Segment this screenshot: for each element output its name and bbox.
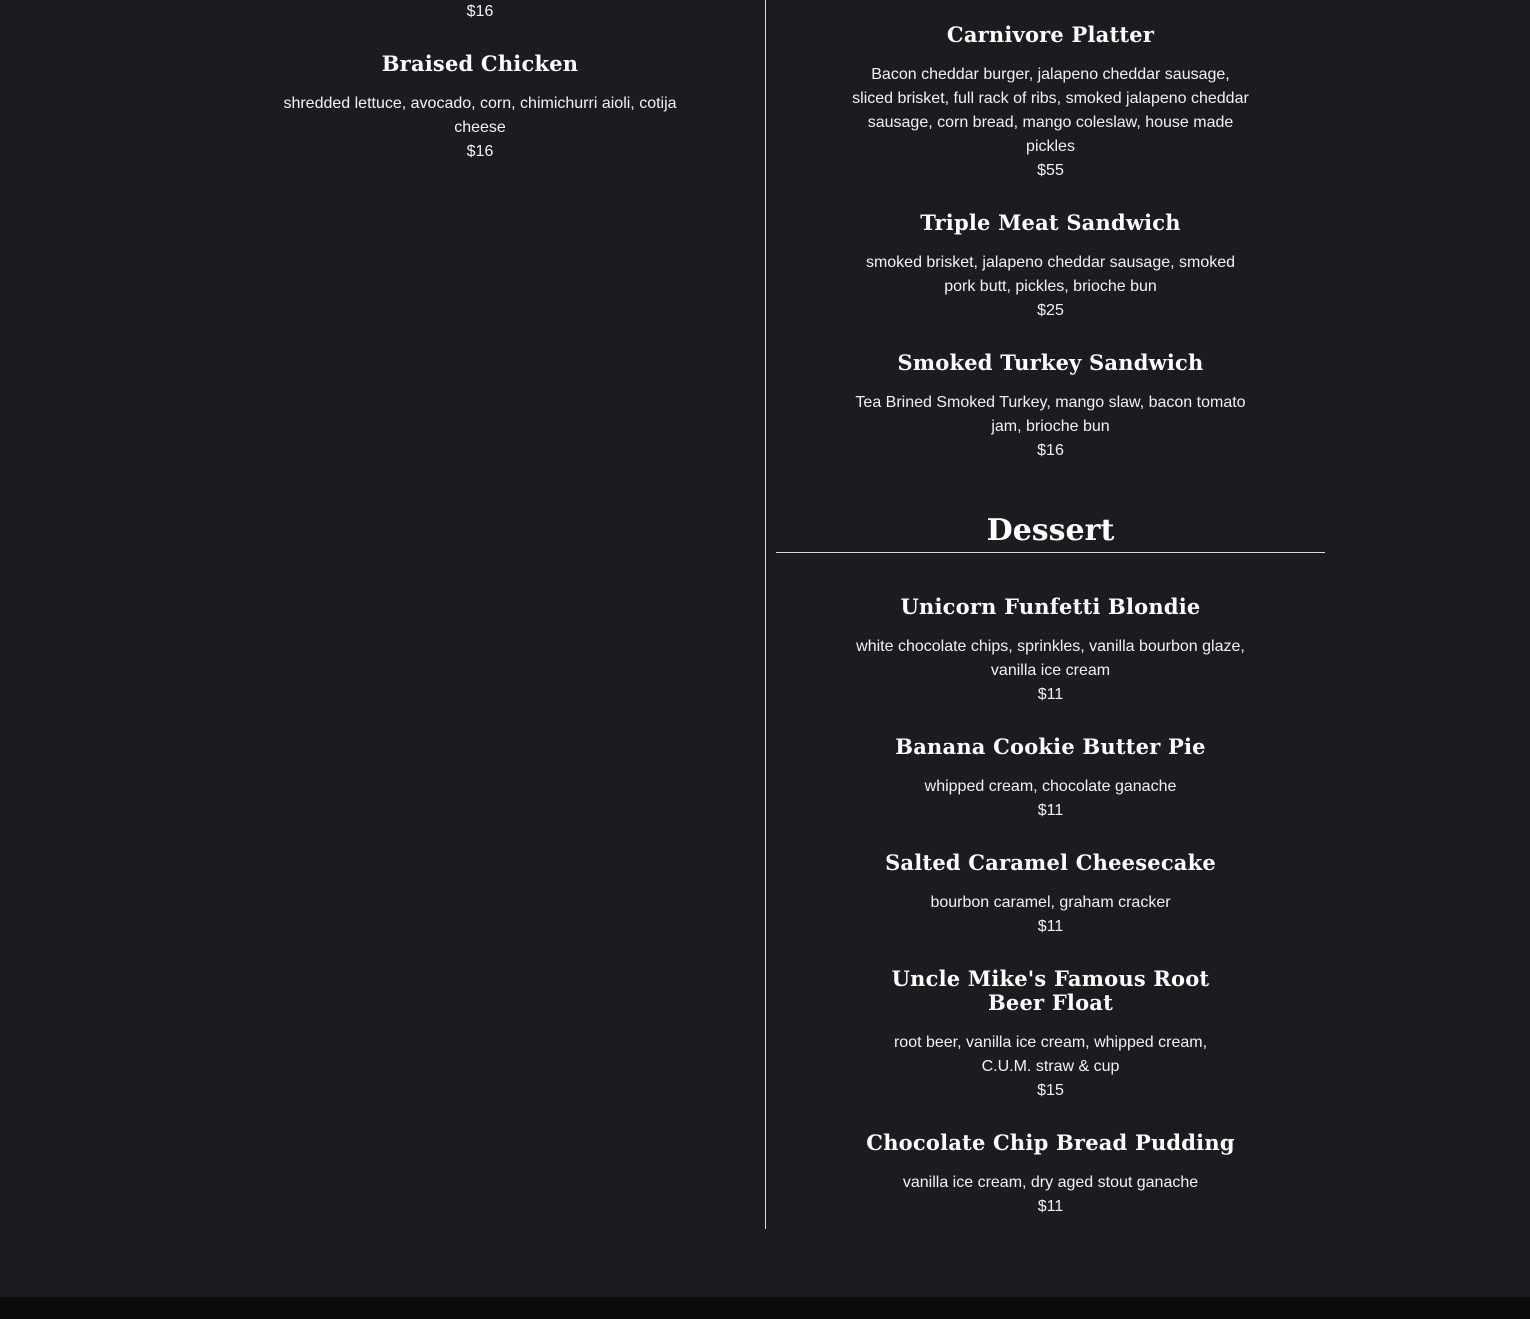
- item-price: $15: [1037, 1082, 1064, 1099]
- menu-item-smoked-turkey-sandwich: [851, 351, 1251, 463]
- menu-column-right: [776, 0, 1325, 1219]
- item-description: bourbon caramel, graham cracker: [930, 894, 1171, 911]
- menu-item-root-beer-float: [871, 967, 1231, 1103]
- item-price: $11: [1037, 802, 1064, 819]
- item-name: Salted Caramel Cheesecake: [885, 850, 1216, 875]
- item-description: Tea Brined Smoked Turkey, mango slaw, bacon tomato jam, brioche bun: [855, 394, 1246, 435]
- menu-item-triple-meat-sandwich: [851, 211, 1251, 323]
- item-name: Braised Chicken: [381, 51, 579, 76]
- item-price: $16: [466, 143, 494, 160]
- item-name: Carnivore Platter: [946, 22, 1155, 47]
- column-divider: [765, 0, 766, 1229]
- item-name: Smoked Turkey Sandwich: [897, 350, 1204, 375]
- item-name: Banana Cookie Butter Pie: [895, 734, 1206, 759]
- menu-item-salted-caramel-cheesecake: [851, 851, 1251, 939]
- menu-item-chocolate-chip-bread-pudding: [851, 1131, 1251, 1219]
- menu-item-unicorn-funfetti-blondie: [851, 595, 1251, 707]
- item-price: $11: [1037, 1198, 1064, 1215]
- menu-item-braised-chicken: [280, 52, 680, 164]
- item-price: $55: [1037, 162, 1064, 179]
- item-price: $25: [1037, 302, 1064, 319]
- menu-item-carnivore-platter: [851, 23, 1251, 183]
- item-price: $11: [1037, 686, 1064, 703]
- footer-band: [0, 1297, 1530, 1319]
- item-price: $16: [1037, 442, 1064, 459]
- section-title-dessert: Dessert: [776, 513, 1325, 553]
- item-price: $11: [1037, 918, 1064, 935]
- item-name: Uncle Mike's Famous Root Beer Float: [891, 966, 1210, 1015]
- item-description: shredded lettuce, avocado, corn, chimichurri aioli, cotija cheese: [283, 95, 677, 136]
- item-name: Unicorn Funfetti Blondie: [900, 594, 1201, 619]
- item-description: whipped cream, chocolate ganache: [924, 778, 1177, 795]
- item-description: white chocolate chips, sprinkles, vanilla bourbon glaze, vanilla ice cream: [856, 638, 1245, 679]
- item-price: $16: [466, 3, 494, 20]
- menu-column-left: [195, 0, 765, 164]
- menu-item-banana-cookie-butter-pie: [851, 735, 1251, 823]
- item-name: Chocolate Chip Bread Pudding: [866, 1130, 1235, 1155]
- item-description: vanilla ice cream, dry aged stout ganache: [902, 1174, 1199, 1191]
- item-description: Bacon cheddar burger, jalapeno cheddar sausage, sliced brisket, full rack of ribs, smoked jalapeno cheddar sausage, corn bread, mango coleslaw, house made pickles: [852, 66, 1249, 155]
- item-description: smoked brisket, jalapeno cheddar sausage, smoked pork butt, pickles, brioche bun: [865, 254, 1236, 295]
- item-name: Triple Meat Sandwich: [920, 210, 1181, 235]
- item-description: root beer, vanilla ice cream, whipped cream, C.U.M. straw & cup: [893, 1034, 1208, 1075]
